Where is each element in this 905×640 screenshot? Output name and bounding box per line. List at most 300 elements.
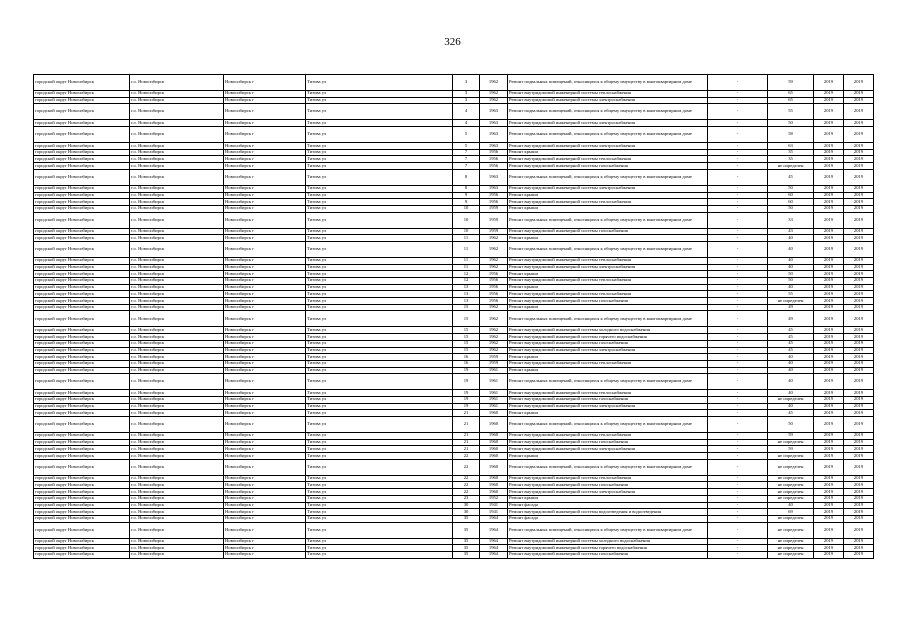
cost-cell: не определен <box>768 538 814 545</box>
house-number-cell: 16 <box>453 360 480 367</box>
start-year-cell: 2019 <box>814 417 844 433</box>
dash-cell: - <box>708 271 768 278</box>
dash-cell: - <box>708 439 768 446</box>
okrug-cell: городской округ Новосибирск <box>34 453 130 460</box>
okrug-cell: городской округ Новосибирск <box>34 192 130 199</box>
house-number-cell: 35 <box>453 538 480 545</box>
cost-cell: 40 <box>768 390 814 397</box>
city-cell: Новосибирск г <box>224 120 306 127</box>
dash-cell: - <box>708 502 768 509</box>
end-year-cell: 2019 <box>844 417 874 433</box>
work-type-cell: Ремонт фасада <box>508 502 708 509</box>
house-number-cell: 10 <box>453 228 480 235</box>
table-row <box>34 410 874 417</box>
end-year-cell: 2019 <box>844 545 874 552</box>
work-type-cell: Ремонт внутридомовой инженерной системы теплоснабжения <box>508 291 708 298</box>
city-cell: Новосибирск г <box>224 482 306 489</box>
work-type-cell: Ремонт подвальных помещений, относящихся к общему имуществу в многоквартирном доме <box>508 104 708 120</box>
build-year-cell: 1962 <box>480 327 508 334</box>
end-year-cell: 2019 <box>844 143 874 150</box>
end-year-cell: 2019 <box>844 360 874 367</box>
dash-cell: - <box>708 163 768 170</box>
cost-cell: 69 <box>768 509 814 516</box>
start-year-cell: 2019 <box>814 475 844 482</box>
cost-cell: не определен <box>768 482 814 489</box>
city-cell: Новосибирск г <box>224 156 306 163</box>
dash-cell: - <box>708 156 768 163</box>
okrug-cell: городской округ Новосибирск <box>34 390 130 397</box>
house-number-cell: 30 <box>453 509 480 516</box>
dash-cell: - <box>708 257 768 264</box>
work-type-cell: Ремонт внутридомовой инженерной системы горячего водоснабжения <box>508 545 708 552</box>
work-type-cell: Ремонт внутридомовой инженерной системы электроснабжения <box>508 446 708 453</box>
table-row <box>34 439 874 446</box>
table-row <box>34 360 874 367</box>
municipality-cell: г.о. Новосибирск <box>130 205 224 212</box>
city-cell: Новосибирск г <box>224 149 306 156</box>
house-number-cell: 5 <box>453 127 480 143</box>
repair-schedule-table <box>33 74 874 559</box>
start-year-cell: 2019 <box>814 298 844 305</box>
work-type-cell: Ремонт внутридомовой инженерной системы электроснабжения <box>508 143 708 150</box>
end-year-cell: 2019 <box>844 538 874 545</box>
table-row <box>34 264 874 271</box>
work-type-cell: Ремонт внутридомовой инженерной системы электроснабжения <box>508 264 708 271</box>
city-cell: Новосибирск г <box>224 91 306 98</box>
work-type-cell: Ремонт подвальных помещений, относящихся к общему имуществу в многоквартирном доме <box>508 127 708 143</box>
table-row <box>34 374 874 390</box>
house-number-cell: 8 <box>453 185 480 192</box>
street-cell: Титова ул <box>306 241 453 257</box>
end-year-cell: 2019 <box>844 446 874 453</box>
end-year-cell: 2019 <box>844 495 874 502</box>
city-cell: Новосибирск г <box>224 367 306 374</box>
work-type-cell: Ремонт внутридомовой инженерной системы горячего водоснабжения <box>508 334 708 341</box>
city-cell: Новосибирск г <box>224 212 306 228</box>
start-year-cell: 2019 <box>814 367 844 374</box>
end-year-cell: 2019 <box>844 185 874 192</box>
start-year-cell: 2019 <box>814 291 844 298</box>
end-year-cell: 2019 <box>844 522 874 538</box>
end-year-cell: 2019 <box>844 163 874 170</box>
okrug-cell: городской округ Новосибирск <box>34 489 130 496</box>
okrug-cell: городской округ Новосибирск <box>34 304 130 311</box>
dash-cell: - <box>708 311 768 327</box>
build-year-cell: 1941 <box>480 509 508 516</box>
start-year-cell: 2019 <box>814 522 844 538</box>
city-cell: Новосибирск г <box>224 495 306 502</box>
start-year-cell: 2019 <box>814 212 844 228</box>
table-row <box>34 327 874 334</box>
street-cell: Титова ул <box>306 97 453 104</box>
house-number-cell: 23 <box>453 495 480 502</box>
start-year-cell: 2019 <box>814 439 844 446</box>
city-cell: Новосибирск г <box>224 446 306 453</box>
work-type-cell: Ремонт внутридомовой инженерной системы теплоснабжения <box>508 433 708 440</box>
street-cell: Титова ул <box>306 235 453 242</box>
cost-cell: 33 <box>768 212 814 228</box>
work-type-cell: Ремонт внутридомовой инженерной системы электроснабжения <box>508 403 708 410</box>
municipality-cell: г.о. Новосибирск <box>130 311 224 327</box>
table-row <box>34 354 874 361</box>
municipality-cell: г.о. Новосибирск <box>130 545 224 552</box>
okrug-cell: городской округ Новосибирск <box>34 545 130 552</box>
table-row <box>34 459 874 475</box>
dash-cell: - <box>708 149 768 156</box>
start-year-cell: 2019 <box>814 205 844 212</box>
build-year-cell: 1962 <box>480 347 508 354</box>
street-cell: Титова ул <box>306 545 453 552</box>
city-cell: Новосибирск г <box>224 169 306 185</box>
house-number-cell: 15 <box>453 327 480 334</box>
build-year-cell: 1961 <box>480 403 508 410</box>
house-number-cell: 22 <box>453 475 480 482</box>
build-year-cell: 1962 <box>480 75 508 91</box>
cost-cell: 50 <box>768 278 814 285</box>
work-type-cell: Ремонт внутридомовой инженерной системы теплоснабжения <box>508 475 708 482</box>
build-year-cell: 1962 <box>480 97 508 104</box>
work-type-cell: Ремонт крыши <box>508 271 708 278</box>
work-type-cell: Ремонт подвальных помещений, относящихся к общему имуществу в многоквартирном доме <box>508 522 708 538</box>
house-number-cell: 9 <box>453 199 480 206</box>
build-year-cell: 1962 <box>480 235 508 242</box>
house-number-cell: 12 <box>453 278 480 285</box>
okrug-cell: городской округ Новосибирск <box>34 91 130 98</box>
house-number-cell: 13 <box>453 298 480 305</box>
municipality-cell: г.о. Новосибирск <box>130 417 224 433</box>
start-year-cell: 2019 <box>814 354 844 361</box>
build-year-cell: 1961 <box>480 374 508 390</box>
house-number-cell: 8 <box>453 169 480 185</box>
start-year-cell: 2019 <box>814 91 844 98</box>
house-number-cell: 9 <box>453 192 480 199</box>
municipality-cell: г.о. Новосибирск <box>130 127 224 143</box>
street-cell: Титова ул <box>306 489 453 496</box>
okrug-cell: городской округ Новосибирск <box>34 522 130 538</box>
dash-cell: - <box>708 91 768 98</box>
start-year-cell: 2019 <box>814 453 844 460</box>
table-row <box>34 284 874 291</box>
table-row <box>34 97 874 104</box>
build-year-cell: 1956 <box>480 291 508 298</box>
house-number-cell: 10 <box>453 212 480 228</box>
table-row <box>34 185 874 192</box>
start-year-cell: 2019 <box>814 327 844 334</box>
start-year-cell: 2019 <box>814 163 844 170</box>
city-cell: Новосибирск г <box>224 374 306 390</box>
okrug-cell: городской округ Новосибирск <box>34 374 130 390</box>
work-type-cell: Ремонт крыши <box>508 149 708 156</box>
street-cell: Титова ул <box>306 354 453 361</box>
build-year-cell: 1952 <box>480 495 508 502</box>
cost-cell: 60 <box>768 192 814 199</box>
okrug-cell: городской округ Новосибирск <box>34 163 130 170</box>
house-number-cell: 21 <box>453 417 480 433</box>
start-year-cell: 2019 <box>814 304 844 311</box>
house-number-cell: 22 <box>453 453 480 460</box>
municipality-cell: г.о. Новосибирск <box>130 284 224 291</box>
municipality-cell: г.о. Новосибирск <box>130 334 224 341</box>
build-year-cell: 1956 <box>480 163 508 170</box>
dash-cell: - <box>708 551 768 558</box>
work-type-cell: Ремонт крыши <box>508 410 708 417</box>
dash-cell: - <box>708 284 768 291</box>
street-cell: Титова ул <box>306 143 453 150</box>
end-year-cell: 2019 <box>844 475 874 482</box>
end-year-cell: 2019 <box>844 257 874 264</box>
street-cell: Титова ул <box>306 298 453 305</box>
house-number-cell: 19 <box>453 403 480 410</box>
house-number-cell: 3 <box>453 75 480 91</box>
municipality-cell: г.о. Новосибирск <box>130 278 224 285</box>
okrug-cell: городской округ Новосибирск <box>34 551 130 558</box>
street-cell: Титова ул <box>306 199 453 206</box>
start-year-cell: 2019 <box>814 515 844 522</box>
street-cell: Титова ул <box>306 271 453 278</box>
start-year-cell: 2019 <box>814 284 844 291</box>
city-cell: Новосибирск г <box>224 257 306 264</box>
municipality-cell: г.о. Новосибирск <box>130 143 224 150</box>
build-year-cell: 1961 <box>480 396 508 403</box>
okrug-cell: городской округ Новосибирск <box>34 127 130 143</box>
city-cell: Новосибирск г <box>224 509 306 516</box>
street-cell: Титова ул <box>306 367 453 374</box>
cost-cell: 40 <box>768 284 814 291</box>
start-year-cell: 2019 <box>814 459 844 475</box>
municipality-cell: г.о. Новосибирск <box>130 495 224 502</box>
start-year-cell: 2019 <box>814 143 844 150</box>
cost-cell: 45 <box>768 334 814 341</box>
start-year-cell: 2019 <box>814 120 844 127</box>
start-year-cell: 2019 <box>814 410 844 417</box>
dash-cell: - <box>708 475 768 482</box>
okrug-cell: городской округ Новосибирск <box>34 169 130 185</box>
dash-cell: - <box>708 185 768 192</box>
city-cell: Новосибирск г <box>224 311 306 327</box>
table-row <box>34 545 874 552</box>
start-year-cell: 2019 <box>814 433 844 440</box>
work-type-cell: Ремонт внутридомовой инженерной системы газоснабжения <box>508 482 708 489</box>
municipality-cell: г.о. Новосибирск <box>130 97 224 104</box>
build-year-cell: 1960 <box>480 475 508 482</box>
table-row <box>34 143 874 150</box>
table-row <box>34 482 874 489</box>
table-row <box>34 538 874 545</box>
start-year-cell: 2019 <box>814 551 844 558</box>
house-number-cell: 13 <box>453 284 480 291</box>
okrug-cell: городской округ Новосибирск <box>34 199 130 206</box>
okrug-cell: городской округ Новосибирск <box>34 75 130 91</box>
start-year-cell: 2019 <box>814 495 844 502</box>
table-row <box>34 298 874 305</box>
house-number-cell: 15 <box>453 347 480 354</box>
house-number-cell: 35 <box>453 522 480 538</box>
build-year-cell: 1959 <box>480 354 508 361</box>
street-cell: Титова ул <box>306 482 453 489</box>
build-year-cell: 1959 <box>480 360 508 367</box>
build-year-cell: 1962 <box>480 340 508 347</box>
end-year-cell: 2019 <box>844 453 874 460</box>
build-year-cell: 1960 <box>480 489 508 496</box>
okrug-cell: городской округ Новосибирск <box>34 446 130 453</box>
work-type-cell: Ремонт крыши <box>508 354 708 361</box>
dash-cell: - <box>708 143 768 150</box>
dash-cell: - <box>708 459 768 475</box>
build-year-cell: 1964 <box>480 515 508 522</box>
table-row <box>34 311 874 327</box>
work-type-cell: Ремонт внутридомовой инженерной системы теплоснабжения <box>508 257 708 264</box>
house-number-cell: 21 <box>453 446 480 453</box>
municipality-cell: г.о. Новосибирск <box>130 149 224 156</box>
cost-cell: не определен <box>768 298 814 305</box>
table-row <box>34 241 874 257</box>
municipality-cell: г.о. Новосибирск <box>130 551 224 558</box>
house-number-cell: 11 <box>453 235 480 242</box>
city-cell: Новосибирск г <box>224 354 306 361</box>
street-cell: Титова ул <box>306 149 453 156</box>
cost-cell: 59 <box>768 433 814 440</box>
dash-cell: - <box>708 298 768 305</box>
cost-cell: 65 <box>768 91 814 98</box>
okrug-cell: городской округ Новосибирск <box>34 271 130 278</box>
cost-cell: 40 <box>768 374 814 390</box>
city-cell: Новосибирск г <box>224 228 306 235</box>
okrug-cell: городской округ Новосибирск <box>34 334 130 341</box>
end-year-cell: 2019 <box>844 199 874 206</box>
table-row <box>34 509 874 516</box>
dash-cell: - <box>708 347 768 354</box>
city-cell: Новосибирск г <box>224 433 306 440</box>
street-cell: Титова ул <box>306 120 453 127</box>
build-year-cell: 1956 <box>480 278 508 285</box>
dash-cell: - <box>708 403 768 410</box>
cost-cell: 45 <box>768 410 814 417</box>
build-year-cell: 1941 <box>480 502 508 509</box>
table-row <box>34 433 874 440</box>
street-cell: Титова ул <box>306 340 453 347</box>
municipality-cell: г.о. Новосибирск <box>130 163 224 170</box>
house-number-cell: 12 <box>453 271 480 278</box>
start-year-cell: 2019 <box>814 396 844 403</box>
okrug-cell: городской округ Новосибирск <box>34 509 130 516</box>
okrug-cell: городской округ Новосибирск <box>34 120 130 127</box>
end-year-cell: 2019 <box>844 264 874 271</box>
city-cell: Новосибирск г <box>224 304 306 311</box>
work-type-cell: Ремонт крыши <box>508 192 708 199</box>
start-year-cell: 2019 <box>814 446 844 453</box>
house-number-cell: 15 <box>453 311 480 327</box>
street-cell: Титова ул <box>306 390 453 397</box>
street-cell: Титова ул <box>306 104 453 120</box>
table-row <box>34 169 874 185</box>
build-year-cell: 1956 <box>480 271 508 278</box>
cost-cell: 40 <box>768 264 814 271</box>
city-cell: Новосибирск г <box>224 538 306 545</box>
street-cell: Титова ул <box>306 347 453 354</box>
municipality-cell: г.о. Новосибирск <box>130 459 224 475</box>
dash-cell: - <box>708 340 768 347</box>
city-cell: Новосибирск г <box>224 475 306 482</box>
dash-cell: - <box>708 264 768 271</box>
cost-cell: 40 <box>768 360 814 367</box>
municipality-cell: г.о. Новосибирск <box>130 403 224 410</box>
table-row <box>34 502 874 509</box>
end-year-cell: 2019 <box>844 169 874 185</box>
okrug-cell: городской округ Новосибирск <box>34 149 130 156</box>
table-row <box>34 453 874 460</box>
dash-cell: - <box>708 192 768 199</box>
dash-cell: - <box>708 120 768 127</box>
work-type-cell: Ремонт внутридомовой инженерной системы электроснабжения <box>508 97 708 104</box>
start-year-cell: 2019 <box>814 185 844 192</box>
build-year-cell: 1964 <box>480 522 508 538</box>
dash-cell: - <box>708 97 768 104</box>
okrug-cell: городской округ Новосибирск <box>34 104 130 120</box>
municipality-cell: г.о. Новосибирск <box>130 104 224 120</box>
city-cell: Новосибирск г <box>224 502 306 509</box>
municipality-cell: г.о. Новосибирск <box>130 91 224 98</box>
end-year-cell: 2019 <box>844 127 874 143</box>
okrug-cell: городской округ Новосибирск <box>34 156 130 163</box>
end-year-cell: 2019 <box>844 367 874 374</box>
street-cell: Титова ул <box>306 453 453 460</box>
municipality-cell: г.о. Новосибирск <box>130 199 224 206</box>
start-year-cell: 2019 <box>814 241 844 257</box>
build-year-cell: 1960 <box>480 482 508 489</box>
end-year-cell: 2019 <box>844 482 874 489</box>
cost-cell: не определен <box>768 522 814 538</box>
start-year-cell: 2019 <box>814 403 844 410</box>
start-year-cell: 2019 <box>814 169 844 185</box>
house-number-cell: 35 <box>453 515 480 522</box>
city-cell: Новосибирск г <box>224 390 306 397</box>
municipality-cell: г.о. Новосибирск <box>130 502 224 509</box>
municipality-cell: г.о. Новосибирск <box>130 347 224 354</box>
city-cell: Новосибирск г <box>224 453 306 460</box>
cost-cell: 50 <box>768 205 814 212</box>
start-year-cell: 2019 <box>814 264 844 271</box>
street-cell: Титова ул <box>306 91 453 98</box>
table-row <box>34 495 874 502</box>
end-year-cell: 2019 <box>844 149 874 156</box>
build-year-cell: 1960 <box>480 439 508 446</box>
street-cell: Титова ул <box>306 446 453 453</box>
house-number-cell: 13 <box>453 291 480 298</box>
build-year-cell: 1962 <box>480 304 508 311</box>
house-number-cell: 19 <box>453 396 480 403</box>
cost-cell: 55 <box>768 104 814 120</box>
street-cell: Титова ул <box>306 509 453 516</box>
table-row <box>34 390 874 397</box>
cost-cell: 49 <box>768 311 814 327</box>
street-cell: Титова ул <box>306 156 453 163</box>
house-number-cell: 7 <box>453 149 480 156</box>
cost-cell: 59 <box>768 75 814 91</box>
street-cell: Титова ул <box>306 205 453 212</box>
work-type-cell: Ремонт подвальных помещений, относящихся к общему имуществу в многоквартирном доме <box>508 169 708 185</box>
work-type-cell: Ремонт внутридомовой инженерной системы теплоснабжения <box>508 360 708 367</box>
city-cell: Новосибирск г <box>224 264 306 271</box>
house-number-cell: 30 <box>453 502 480 509</box>
end-year-cell: 2019 <box>844 374 874 390</box>
municipality-cell: г.о. Новосибирск <box>130 446 224 453</box>
build-year-cell: 1962 <box>480 91 508 98</box>
cost-cell: 60 <box>768 199 814 206</box>
cost-cell: 65 <box>768 97 814 104</box>
start-year-cell: 2019 <box>814 340 844 347</box>
table-row <box>34 235 874 242</box>
work-type-cell: Ремонт подвальных помещений, относящихся к общему имуществу в многоквартирном доме <box>508 241 708 257</box>
